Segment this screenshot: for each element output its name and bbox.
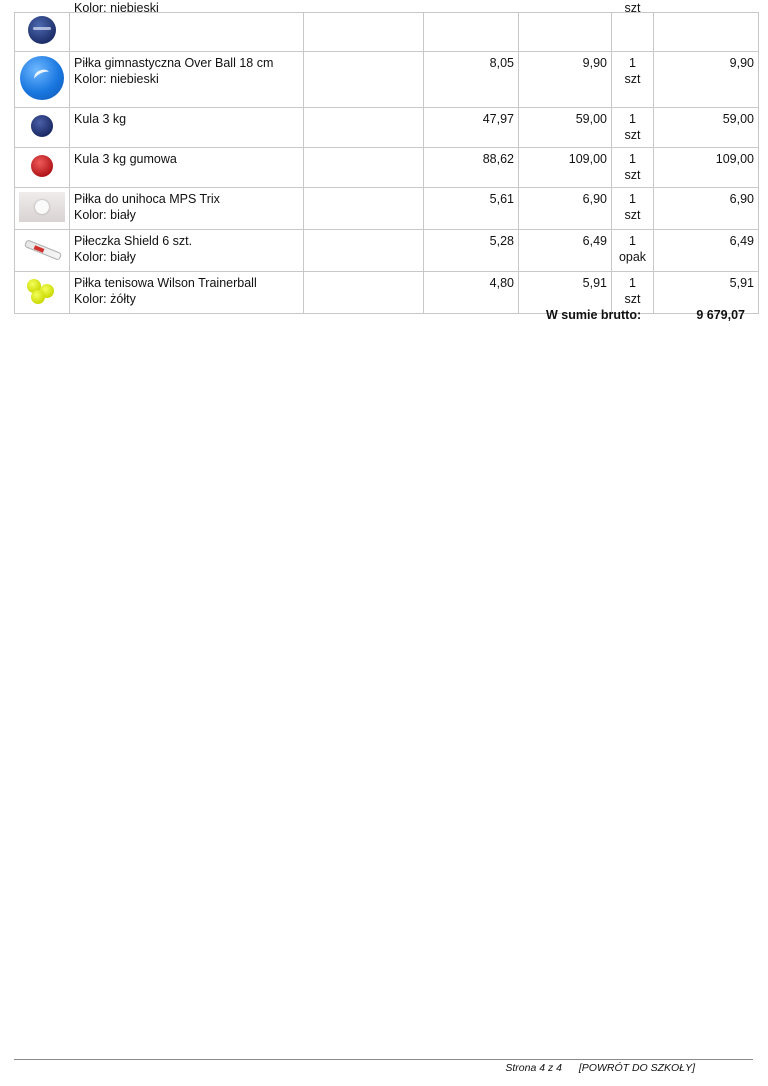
gross-price: 6,49 — [519, 230, 612, 272]
quantity-unit: szt — [624, 208, 641, 222]
product-name: Piłeczka Shield 6 szt. — [74, 234, 193, 248]
product-name: Piłka tenisowa Wilson Trainerball — [74, 276, 257, 290]
product-image-cell — [15, 52, 70, 108]
back-to-school-link[interactable]: [POWRÓT DO SZKOŁY] — [578, 1062, 695, 1074]
net-price: 88,62 — [424, 148, 519, 188]
product-image-cell — [15, 148, 70, 188]
shot-put-icon — [31, 115, 53, 137]
table-tennis-balls-icon — [22, 234, 62, 264]
quantity-cell — [612, 1, 654, 52]
page-footer — [505, 1062, 695, 1074]
empty-cell — [304, 108, 424, 148]
product-name: Piłka do unihoca MPS Trix — [74, 192, 220, 206]
line-total: 59,00 — [654, 108, 759, 148]
quantity-value: 1 — [629, 234, 636, 248]
product-name-cell — [70, 230, 304, 272]
quantity-unit: szt — [624, 128, 641, 142]
product-attribute: Kolor: biały — [74, 208, 136, 222]
quantity-unit: szt — [624, 292, 641, 306]
page-number: Strona 4 z 4 — [505, 1062, 562, 1074]
gross-price: 5,91 — [519, 272, 612, 314]
line-total — [654, 13, 759, 52]
product-name-cell — [70, 188, 304, 230]
unihoc-ball-icon — [19, 192, 65, 222]
line-total: 6,49 — [654, 230, 759, 272]
table-row — [15, 108, 759, 148]
quantity-cell — [612, 230, 654, 272]
product-name-cell — [70, 52, 304, 108]
net-price: 5,28 — [424, 230, 519, 272]
quantity-cell — [612, 188, 654, 230]
table-row — [15, 52, 759, 108]
line-total: 9,90 — [654, 52, 759, 108]
empty-cell — [304, 230, 424, 272]
quantity-unit: szt — [624, 168, 641, 182]
rubber-shot-put-icon — [31, 155, 53, 177]
quantity-unit: szt — [624, 1, 641, 15]
product-image-cell — [15, 108, 70, 148]
line-total: 5,91 — [654, 272, 759, 314]
quantity-cell — [612, 148, 654, 188]
gross-price: 109,00 — [519, 148, 612, 188]
gross-total-label: W sumie brutto: — [546, 308, 642, 322]
empty-cell — [304, 13, 424, 52]
product-image-cell — [15, 188, 70, 230]
quantity-value: 1 — [629, 276, 636, 290]
table-row — [15, 13, 759, 52]
table-row — [15, 230, 759, 272]
product-name: Piłka gimnastyczna Over Ball 18 cm — [74, 56, 274, 70]
net-price — [424, 13, 519, 52]
product-name-cell — [70, 1, 304, 52]
quantity-value: 1 — [629, 112, 636, 126]
product-attribute: Kolor: żółty — [74, 292, 136, 306]
empty-cell — [304, 148, 424, 188]
product-name: Kula 3 kg gumowa — [74, 152, 177, 166]
product-name-cell — [70, 148, 304, 188]
product-image-cell — [15, 230, 70, 272]
gross-total-value: 9 679,07 — [696, 308, 745, 322]
table-row — [15, 148, 759, 188]
product-attribute: Kolor: biały — [74, 250, 136, 264]
net-price: 4,80 — [424, 272, 519, 314]
net-price: 47,97 — [424, 108, 519, 148]
quantity-value: 1 — [629, 56, 636, 70]
blue-ball-icon — [28, 16, 56, 44]
gross-total-row — [14, 304, 753, 326]
quantity-unit: opak — [618, 250, 647, 264]
line-total: 6,90 — [654, 188, 759, 230]
quantity-value: 1 — [629, 152, 636, 166]
quantity-cell — [612, 108, 654, 148]
product-name-cell — [70, 108, 304, 148]
product-attribute: Kolor: niebieski — [74, 72, 159, 86]
empty-cell — [304, 52, 424, 108]
order-items-table — [14, 1, 759, 314]
table-row — [15, 188, 759, 230]
gym-ball-icon — [20, 56, 64, 100]
quantity-unit: szt — [624, 72, 641, 86]
gross-price — [519, 13, 612, 52]
product-attribute: Kolor: niebieski — [74, 1, 159, 15]
net-price: 5,61 — [424, 188, 519, 230]
net-price: 8,05 — [424, 52, 519, 108]
empty-cell — [304, 188, 424, 230]
quantity-value: 1 — [629, 192, 636, 206]
product-name: Kula 3 kg — [74, 112, 127, 126]
quantity-cell — [612, 52, 654, 108]
line-total: 109,00 — [654, 148, 759, 188]
gross-price: 59,00 — [519, 108, 612, 148]
tennis-balls-icon — [22, 276, 62, 306]
footer-divider — [14, 1059, 753, 1060]
product-image-cell — [15, 13, 70, 52]
gross-price: 6,90 — [519, 188, 612, 230]
gross-price: 9,90 — [519, 52, 612, 108]
